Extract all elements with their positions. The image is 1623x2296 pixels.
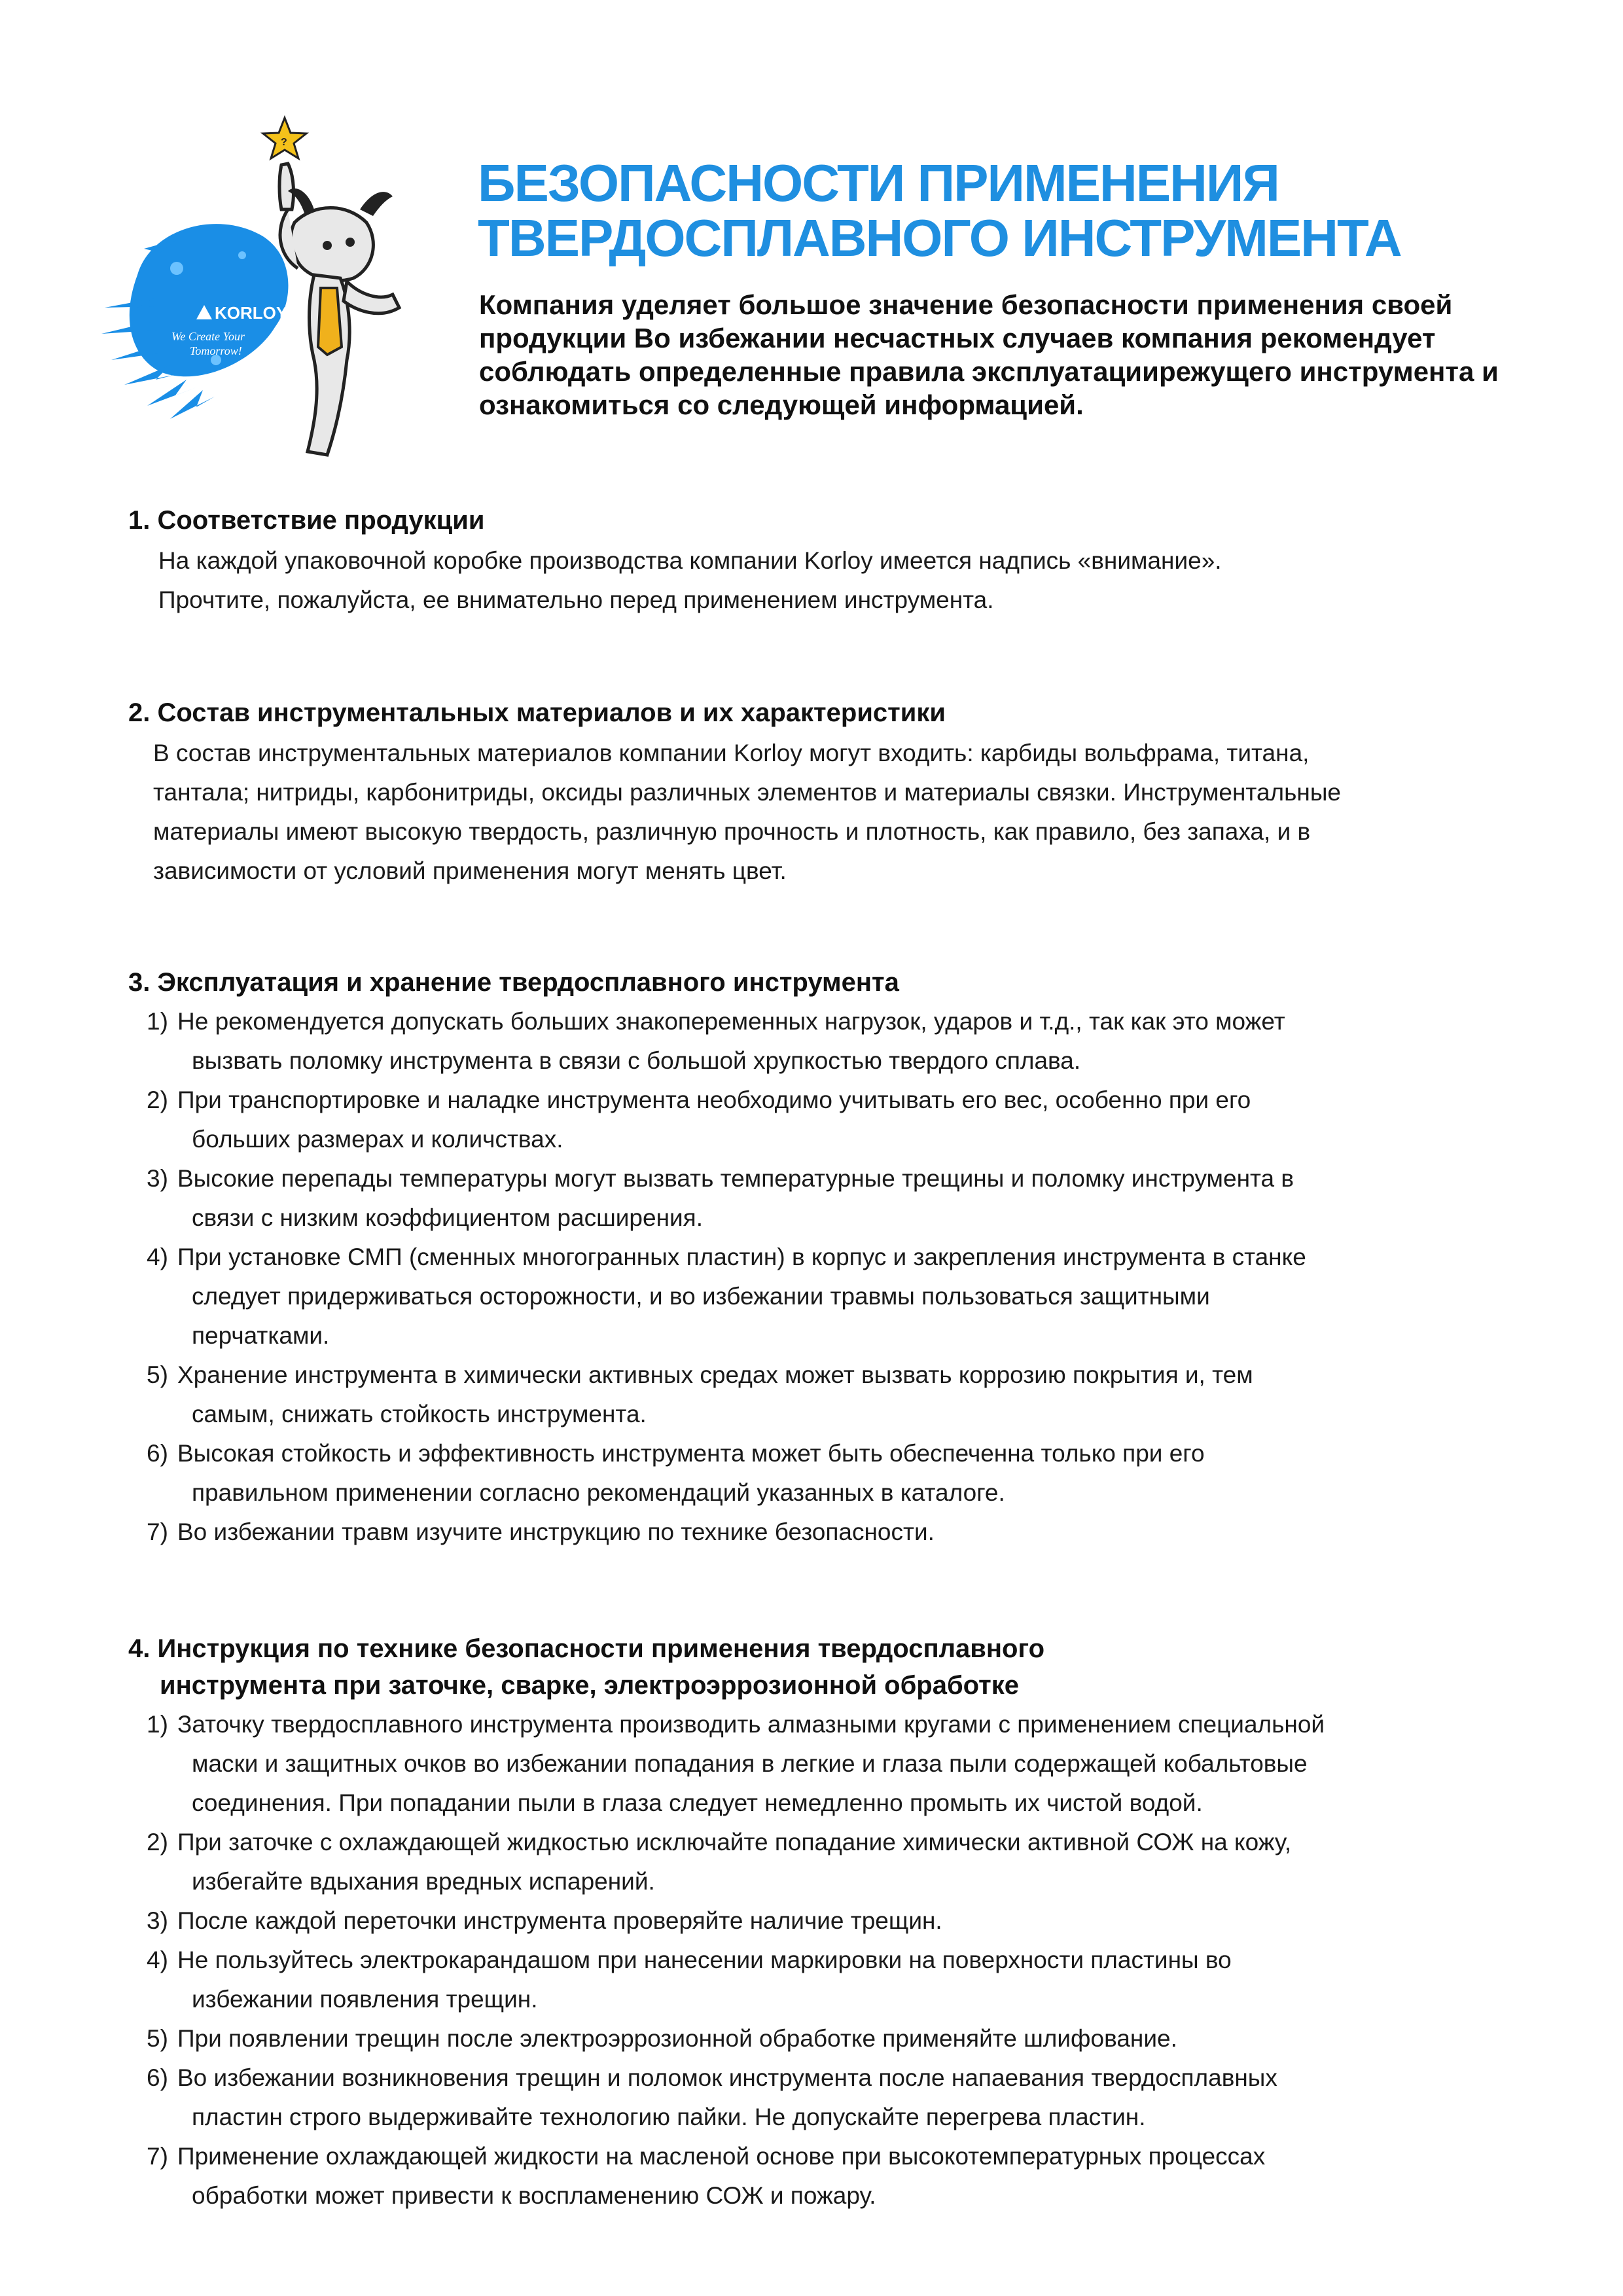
item-line: связи с низким коэффициентом расширения.	[192, 1204, 703, 1231]
item-line: избежании появления трещин.	[192, 1986, 538, 2013]
item-line: При появлении трещин после электроэррозионной обработке применяйте шлифование.	[177, 2025, 1177, 2052]
list-item	[128, 1941, 1535, 2019]
section-paragraph	[158, 541, 1535, 620]
list-item	[128, 1705, 1535, 1823]
item-line: вызвать поломку инструмента в связи с большой хрупкостью твердого сплава.	[192, 1047, 1081, 1074]
paragraph-line: тантала; нитриды, карбонитриды, оксиды различных элементов и материалы связки. Инструментальные	[153, 779, 1341, 806]
item-line: При заточке с охлаждающей жидкостью исключайте попадание химически активной СОЖ на кожу,	[177, 1829, 1291, 1856]
list-item	[128, 1002, 1535, 1081]
item-line: следует придерживаться осторожности, и во избежании травмы пользоваться защитными	[192, 1283, 1210, 1310]
list-item	[128, 1159, 1535, 1238]
item-line: пластин строго выдерживайте технологию пайки. Не допускайте перегрева пластин.	[192, 2104, 1146, 2130]
item-line: перчатками.	[192, 1322, 330, 1349]
section-title	[128, 1630, 1535, 1704]
item-number: 3)	[147, 1907, 168, 1934]
item-line: Не пользуйтесь электрокарандашом при нанесении маркировки на поверхности пластины во	[177, 1946, 1232, 1973]
section-tool-materials	[128, 694, 1535, 891]
list-item	[128, 2137, 1535, 2215]
list-item	[128, 1901, 1535, 1941]
item-number: 2)	[147, 1086, 168, 1113]
item-number: 3)	[147, 1165, 168, 1192]
star-icon	[263, 118, 306, 158]
item-line: Хранение инструмента в химически активных средах может вызвать коррозию покрытия и, тем	[177, 1361, 1253, 1388]
paragraph-line: На каждой упаковочной коробке производства компании Korloy имеется надпись «внимание».	[158, 547, 1222, 574]
item-line: самым, снижать стойкость инструмента.	[192, 1401, 647, 1427]
paragraph-line: Прочтите, пожалуйста, ее внимательно перед применением инструмента.	[158, 586, 994, 613]
item-line: Применение охлаждающей жидкости на масленой основе при высокотемпературных процессах	[177, 2143, 1266, 2170]
item-number: 2)	[147, 1829, 168, 1856]
section-title: 3. Эксплуатация и хранение твердосплавного инструмента	[128, 968, 899, 997]
item-number: 6)	[147, 2064, 168, 2091]
item-number: 7)	[147, 1518, 168, 1545]
item-line: При транспортировке и наладке инструмента необходимо учитывать его вес, особенно при его	[177, 1086, 1251, 1113]
intro-line: соблюдать определенные правила эксплуатациирежущего инструмента и	[479, 356, 1499, 387]
item-line: обработки может привести к воспламенению СОЖ и пожару.	[192, 2182, 876, 2209]
item-number: 7)	[147, 2143, 168, 2170]
item-line: Не рекомендуется допускать больших знакопеременных нагрузок, ударов и т.д., так как это может	[177, 1008, 1285, 1035]
document-title	[478, 156, 1590, 266]
list-item	[128, 2058, 1535, 2137]
list-item	[128, 1355, 1535, 1434]
item-line: маски и защитных очков во избежании попадания в легкие и глаза пыли содержащей кобальтовые	[192, 1750, 1308, 1777]
item-line: избегайте вдыхания вредных испарений.	[192, 1868, 655, 1895]
intro-line: продукции Во избежании несчастных случаев компания рекомендует	[479, 323, 1436, 353]
section-title-line: инструмента при заточке, сварке, электроэррозионной обработке	[160, 1671, 1019, 1700]
list-item	[128, 2019, 1535, 2058]
paragraph-line: В состав инструментальных материалов компании Korloy могут входить: карбиды вольфрама, титана,	[153, 740, 1310, 766]
item-line: соединения. При попадании пыли в глаза следует немедленно промыть их чистой водой.	[192, 1789, 1203, 1816]
document-title-line-1: БЕЗОПАСНОСТИ ПРИМЕНЕНИЯ	[478, 154, 1279, 212]
item-line: правильном применении согласно рекомендаций указанных в каталоге.	[192, 1479, 1005, 1506]
svg-text:Tomorrow!: Tomorrow!	[190, 344, 242, 357]
section-product-compliance	[128, 502, 1535, 620]
svg-text:?: ?	[281, 137, 287, 148]
list-item	[128, 1238, 1535, 1355]
item-number: 4)	[147, 1244, 168, 1270]
svg-text:KORLOY: KORLOY	[215, 303, 288, 323]
item-line: Высокие перепады температуры могут вызвать температурные трещины и поломку инструмента в	[177, 1165, 1294, 1192]
intro-line: ознакомиться со следующей информацией.	[479, 389, 1084, 420]
list-item	[128, 1513, 1535, 1552]
numbered-list	[128, 1002, 1535, 1552]
numbered-list	[128, 1705, 1535, 2215]
section-title: 1. Соответствие продукции	[128, 506, 485, 535]
item-number: 4)	[147, 1946, 168, 1973]
section-safety-instructions	[128, 1630, 1535, 2215]
intro-line: Компания уделяет большое значение безопасности применения своей	[479, 289, 1453, 320]
paragraph-line: зависимости от условий применения могут менять цвет.	[153, 857, 787, 884]
section-title: 2. Состав инструментальных материалов и их характеристики	[128, 698, 946, 727]
item-line: При установке СМП (сменных многогранных пластин) в корпус и закрепления инструмента в станке	[177, 1244, 1306, 1270]
paragraph-line: материалы имеют высокую твердость, различную прочность и плотность, как правило, без запаха, и в	[153, 818, 1311, 845]
intro-paragraph	[479, 288, 1539, 422]
item-number: 1)	[147, 1711, 168, 1738]
item-line: После каждой переточки инструмента проверяйте наличие трещин.	[177, 1907, 942, 1934]
svg-text:We Create Your: We Create Your	[171, 330, 245, 343]
list-item	[128, 1434, 1535, 1513]
section-operation-storage	[128, 964, 1535, 1552]
item-number: 5)	[147, 1361, 168, 1388]
item-number: 1)	[147, 1008, 168, 1035]
item-number: 5)	[147, 2025, 168, 2052]
item-number: 6)	[147, 1440, 168, 1467]
list-item	[128, 1823, 1535, 1901]
korloy-mascot-illustration	[98, 111, 425, 478]
item-line: Заточку твердосплавного инструмента производить алмазными кругами с применением специальной	[177, 1711, 1325, 1738]
item-line: Во избежании возникновения трещин и поломок инструмента после напаевания твердосплавных	[177, 2064, 1277, 2091]
item-line: больших размерах и количствах.	[192, 1126, 563, 1153]
item-line: Высокая стойкость и эффективность инструмента может быть обеспеченна только при его	[177, 1440, 1205, 1467]
document-title-line-2: ТВЕРДОСПЛАВНОГО ИНСТРУМЕНТА	[478, 209, 1401, 267]
section-paragraph	[153, 734, 1535, 891]
item-line: Во избежании травм изучите инструкцию по технике безопасности.	[177, 1518, 935, 1545]
list-item	[128, 1081, 1535, 1159]
section-title-line: 4. Инструкция по технике безопасности применения твердосплавного	[128, 1634, 1045, 1663]
